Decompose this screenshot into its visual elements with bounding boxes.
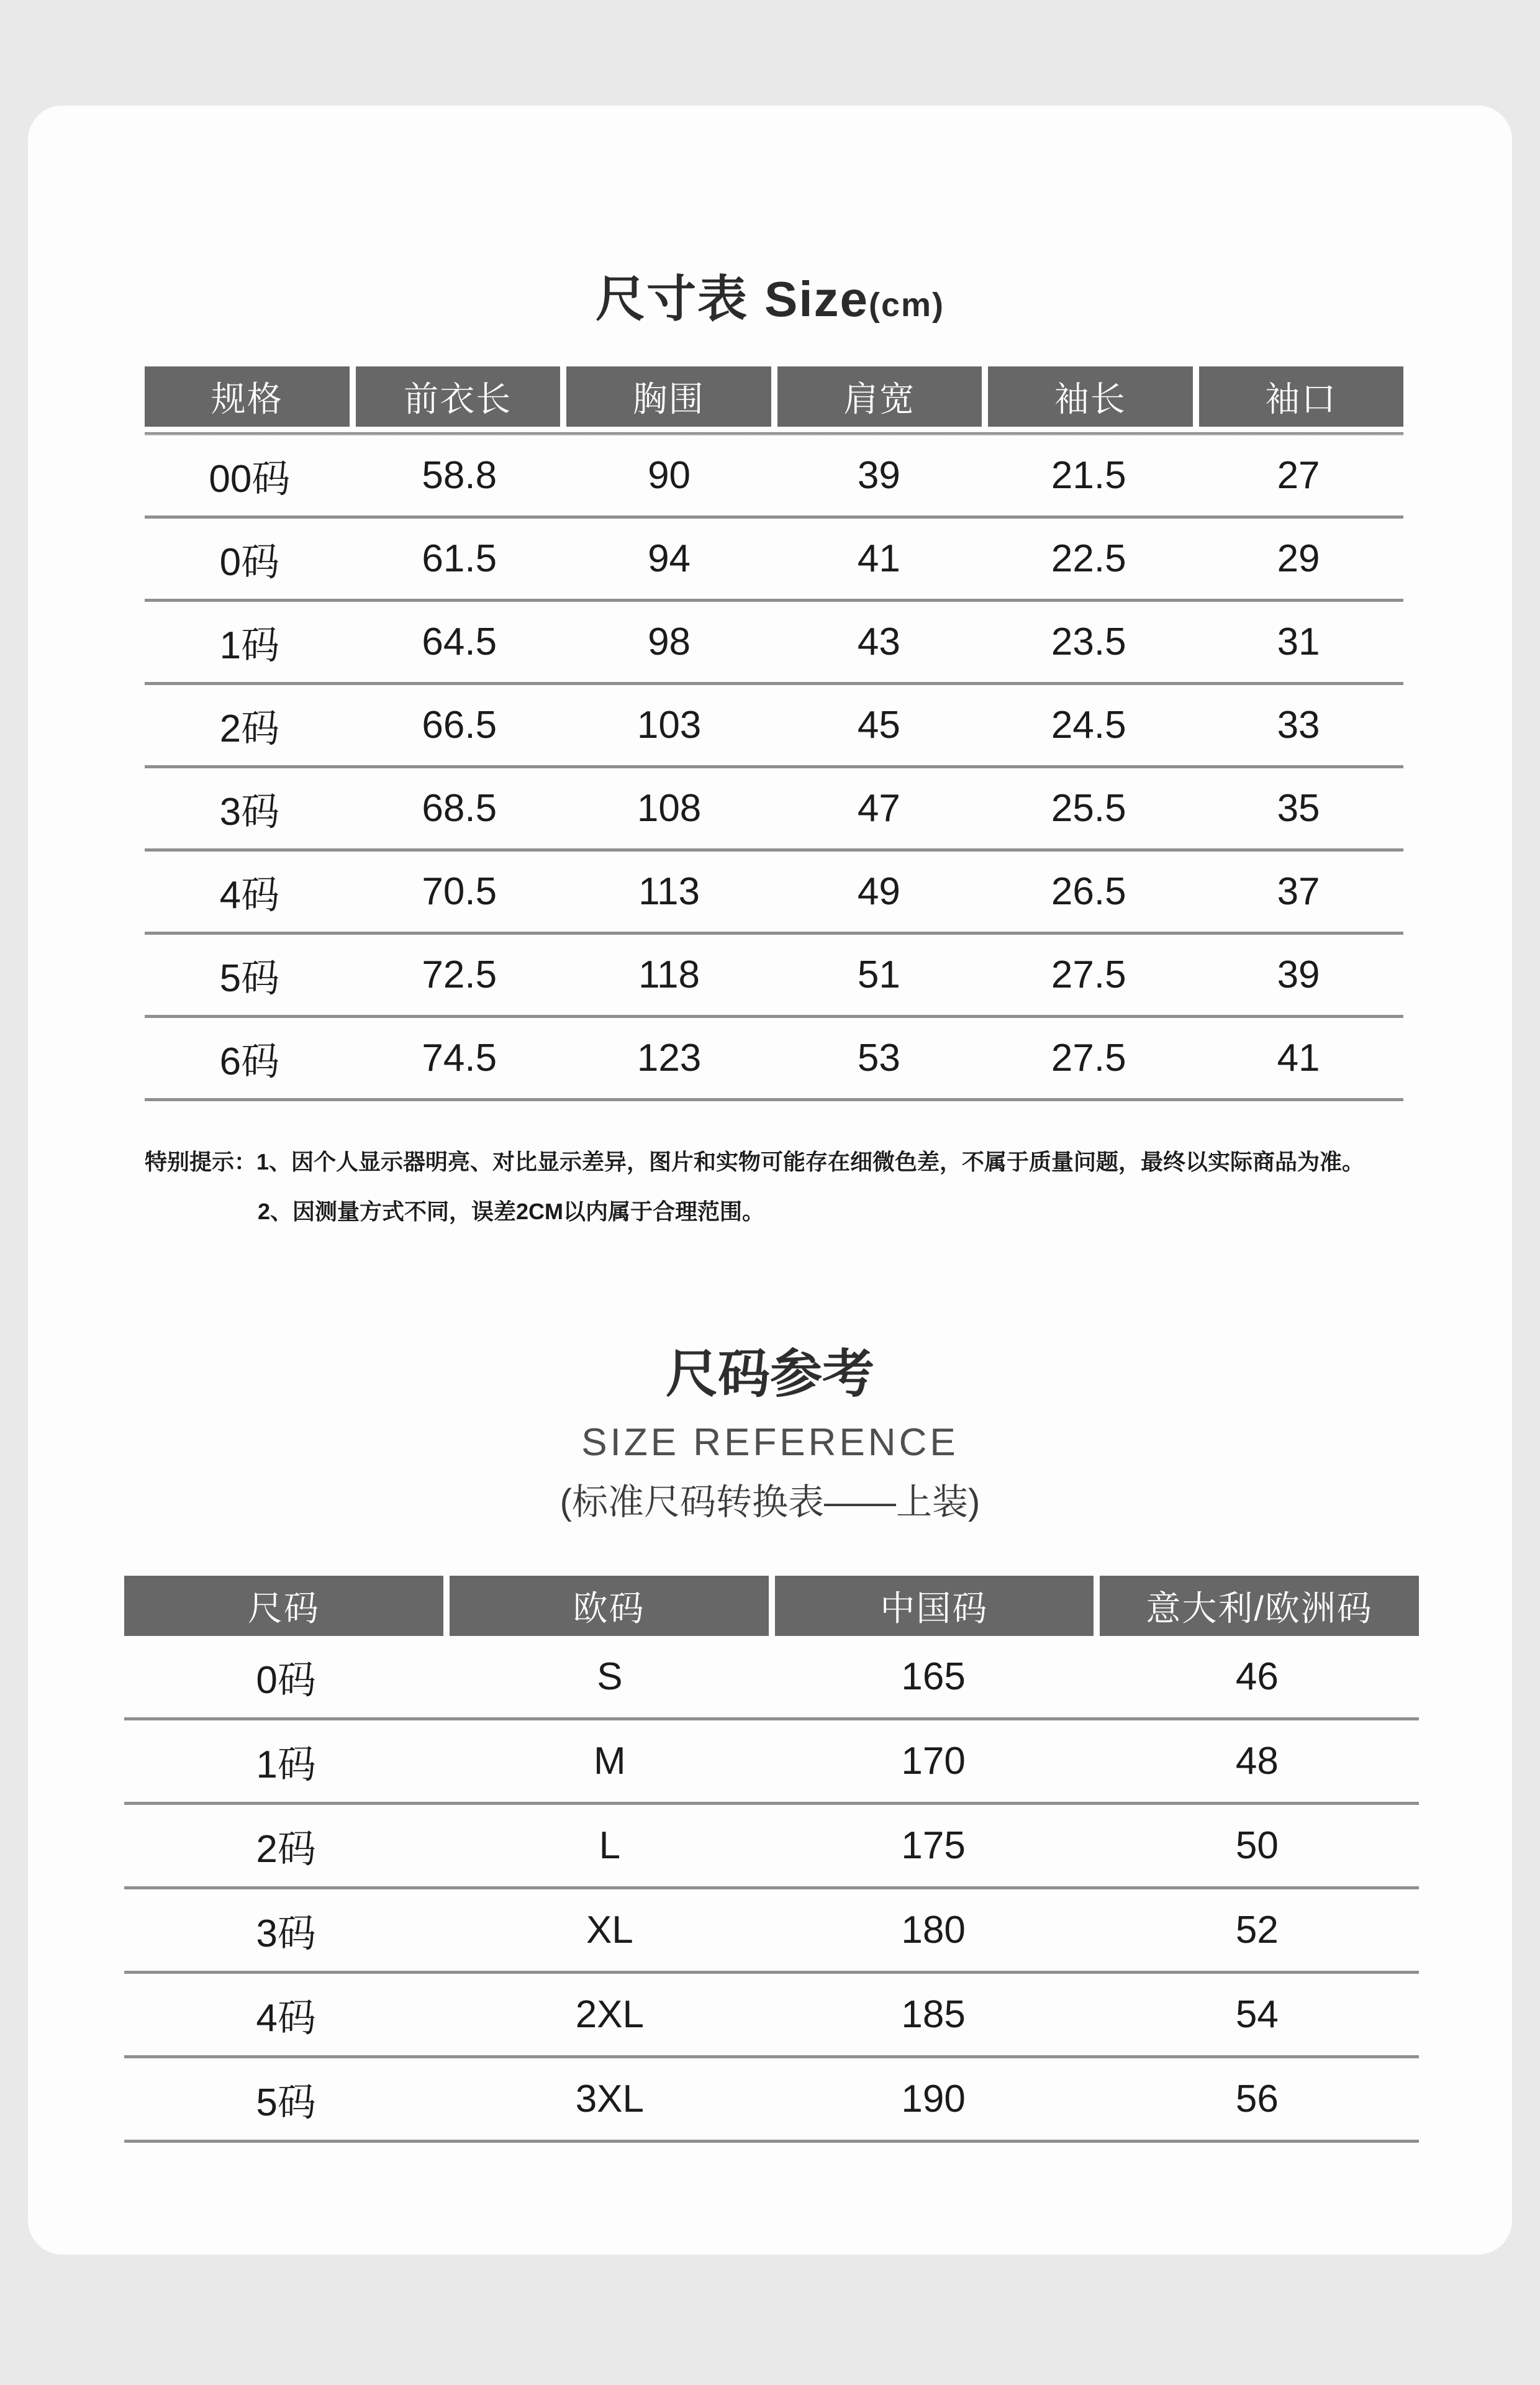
- table-cell: 4码: [256, 1997, 316, 2040]
- size-table-title-en: Size: [764, 271, 869, 327]
- table-cell: 170: [901, 1740, 966, 1783]
- table-cell: 123: [636, 1037, 702, 1079]
- table-cell: 61.5: [422, 537, 497, 580]
- table-cell: 118: [638, 953, 700, 996]
- table-cell: 29: [1277, 537, 1320, 580]
- table-cell: 165: [901, 1655, 966, 1698]
- table-row: [145, 935, 1403, 1018]
- table-cell: 108: [636, 787, 702, 830]
- table-row: [145, 685, 1403, 768]
- table-cell: M: [594, 1740, 626, 1783]
- table-row: [124, 1636, 1419, 1720]
- table-cell: 1码: [256, 1743, 316, 1786]
- table-cell: 50: [1235, 1824, 1279, 1867]
- table-cell: 74.5: [422, 1037, 497, 1079]
- reference-table-body: [124, 1636, 1419, 2143]
- size-table-header-cell: 前衣长: [356, 366, 561, 427]
- table-cell: 190: [901, 2078, 966, 2120]
- table-cell: 113: [638, 870, 700, 913]
- table-cell: 49: [857, 870, 900, 913]
- table-cell: 3XL: [575, 2078, 645, 2120]
- size-table: [145, 366, 1403, 1101]
- size-table-body: [145, 435, 1403, 1101]
- note-line-2: [145, 1196, 1446, 1228]
- table-cell: 0码: [256, 1659, 316, 1702]
- table-cell: 180: [901, 1909, 966, 1951]
- table-cell: 185: [901, 1993, 966, 2036]
- table-cell: 45: [857, 704, 900, 747]
- table-cell: 175: [901, 1824, 966, 1867]
- table-cell: 21.5: [1051, 454, 1126, 497]
- special-notes: [145, 1146, 1446, 1245]
- reference-header-cell: 欧码: [450, 1576, 769, 1636]
- table-cell: L: [599, 1824, 621, 1867]
- table-cell: 25.5: [1051, 787, 1126, 830]
- table-cell: 53: [857, 1037, 900, 1079]
- table-cell: 46: [1235, 1655, 1279, 1698]
- table-row: [145, 435, 1403, 519]
- table-cell: 33: [1277, 704, 1320, 747]
- table-cell: 31: [1277, 620, 1320, 663]
- table-cell: 39: [857, 454, 900, 497]
- table-cell: XL: [586, 1909, 633, 1951]
- table-cell: 2XL: [575, 1993, 645, 2036]
- table-row: [145, 519, 1403, 602]
- table-row: [124, 1720, 1419, 1805]
- content-card: [28, 106, 1512, 2255]
- table-cell: 5码: [256, 2081, 316, 2124]
- table-cell: 58.8: [422, 454, 497, 497]
- size-table-header-cell: 袖长: [988, 366, 1193, 427]
- size-table-header-cell: 肩宽: [777, 366, 982, 427]
- table-cell: 41: [1277, 1037, 1320, 1079]
- table-cell: 27.5: [1051, 953, 1126, 996]
- reference-header-cell: 意大利/欧洲码: [1100, 1576, 1419, 1636]
- table-cell: 68.5: [422, 787, 497, 830]
- table-cell: 3码: [256, 1912, 316, 1955]
- table-cell: 1码: [219, 624, 280, 667]
- table-row: [145, 852, 1403, 935]
- table-cell: 6码: [219, 1040, 280, 1083]
- size-table-title: [28, 272, 1512, 327]
- table-cell: 26.5: [1051, 870, 1126, 913]
- size-table-header-cell: 袖口: [1199, 366, 1404, 427]
- table-cell: 41: [857, 537, 900, 580]
- table-cell: 00码: [209, 458, 291, 501]
- reference-table: [124, 1576, 1419, 2143]
- reference-table-header-row: [124, 1576, 1419, 1636]
- table-row: [124, 1889, 1419, 1974]
- table-row: [124, 2058, 1419, 2143]
- table-cell: 37: [1277, 870, 1320, 913]
- table-cell: 66.5: [422, 704, 497, 747]
- size-table-title-unit: (cm): [869, 286, 945, 324]
- table-cell: 54: [1235, 1993, 1279, 2036]
- table-cell: 70.5: [422, 870, 497, 913]
- table-cell: 3码: [219, 791, 280, 834]
- table-row: [145, 1018, 1403, 1101]
- table-row: [145, 768, 1403, 852]
- table-cell: 35: [1277, 787, 1320, 830]
- table-cell: 98: [648, 620, 691, 663]
- reference-subtitle: (标准尺码转换表——上装): [559, 1482, 981, 1522]
- table-cell: 2码: [219, 707, 280, 750]
- table-cell: 39: [1277, 953, 1320, 996]
- reference-title-en: SIZE REFERENCE: [581, 1421, 959, 1464]
- table-cell: 48: [1235, 1740, 1279, 1783]
- size-table-title-cn: 尺寸表: [595, 271, 748, 327]
- table-cell: 24.5: [1051, 704, 1126, 747]
- note-text-1: 1、因个人显示器明亮、对比显示差异，图片和实物可能存在细微色差，不属于质量问题，最终以实际商品为准。: [256, 1149, 1365, 1174]
- table-cell: 103: [636, 704, 702, 747]
- reference-header-cell: 中国码: [775, 1576, 1094, 1636]
- table-cell: 5码: [219, 957, 280, 1000]
- note-text-2: 2、因测量方式不同，误差2CM以内属于合理范围。: [258, 1199, 765, 1225]
- table-cell: 27.5: [1051, 1037, 1126, 1079]
- table-cell: 0码: [219, 541, 280, 584]
- reference-header-cell: 尺码: [124, 1576, 443, 1636]
- reference-title-cn: 尺码参考: [665, 1345, 874, 1403]
- table-cell: 56: [1235, 2078, 1279, 2120]
- table-cell: 43: [857, 620, 900, 663]
- table-row: [145, 602, 1403, 685]
- note-label: 特别提示：: [145, 1149, 257, 1174]
- table-cell: 47: [857, 787, 900, 830]
- table-cell: S: [597, 1655, 623, 1698]
- size-table-header-row: [145, 366, 1403, 427]
- table-cell: 52: [1235, 1909, 1279, 1951]
- table-cell: 94: [648, 537, 691, 580]
- table-row: [124, 1974, 1419, 2058]
- table-cell: 64.5: [422, 620, 497, 663]
- table-cell: 22.5: [1051, 537, 1126, 580]
- table-cell: 4码: [219, 874, 280, 917]
- table-row: [124, 1805, 1419, 1889]
- table-cell: 72.5: [422, 953, 497, 996]
- size-table-header-cell: 胸围: [566, 366, 771, 427]
- size-table-header-cell: 规格: [145, 366, 350, 427]
- table-cell: 27: [1277, 454, 1320, 497]
- table-cell: 23.5: [1051, 620, 1126, 663]
- table-cell: 90: [648, 454, 691, 497]
- note-line-1: [145, 1146, 1446, 1178]
- table-cell: 51: [857, 953, 900, 996]
- table-cell: 2码: [256, 1828, 316, 1871]
